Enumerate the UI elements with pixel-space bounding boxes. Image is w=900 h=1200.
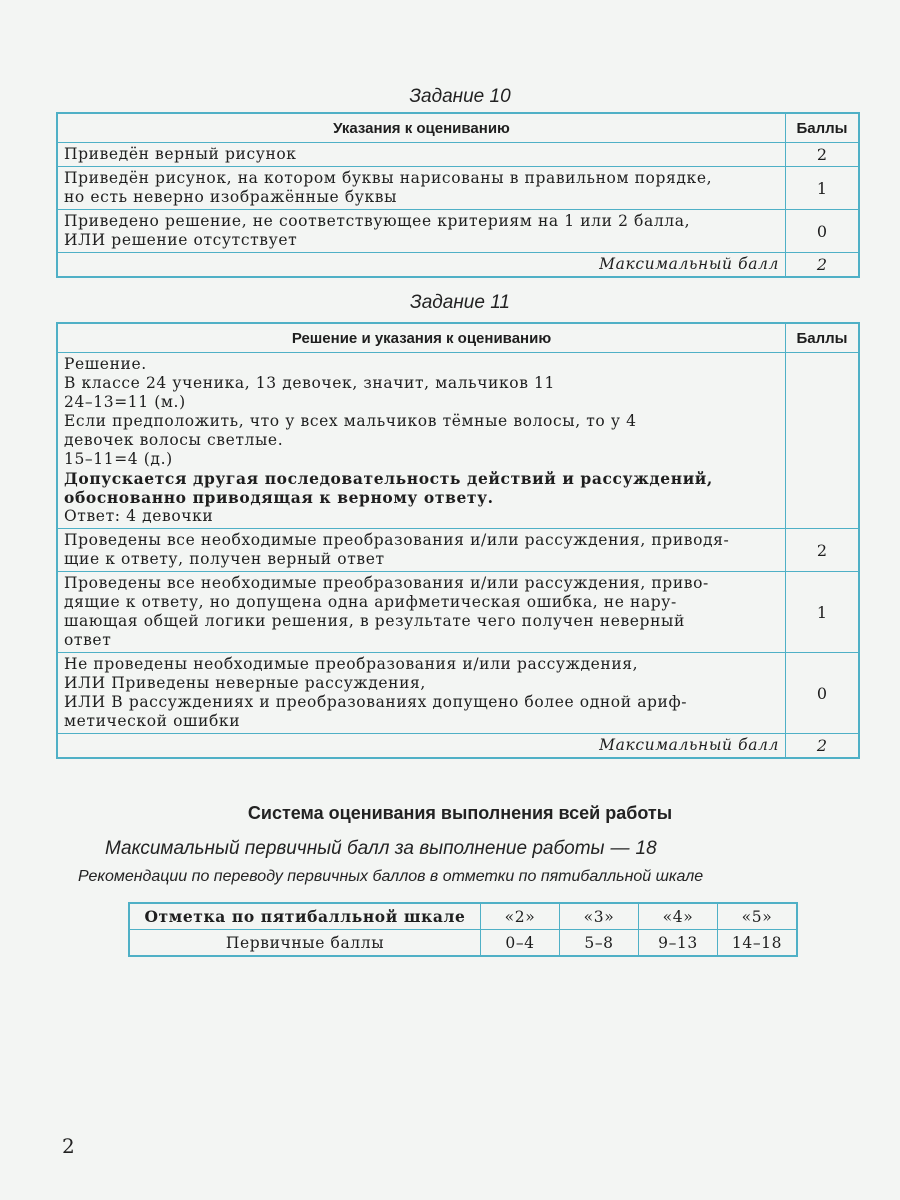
solution-answer: Ответ: 4 девочки: [64, 507, 214, 525]
task10-header-row: [57, 113, 859, 143]
criteria-line: Приведено решение, не соответствующее критериям на 1 или 2 балла,: [64, 212, 691, 230]
solution-line: 24–13=11 (м.): [64, 393, 186, 411]
primary-points-row: [129, 930, 797, 957]
task11-criteria-header: Решение и указания к оцениванию: [57, 323, 786, 353]
task11-max-value: 2: [786, 734, 860, 759]
task11-solution-score-empty: [786, 353, 860, 529]
solution-line: девочек волосы светлые.: [64, 431, 284, 449]
criteria-line: ИЛИ решение отсутствует: [64, 231, 298, 249]
task11-title: Задание 11: [410, 292, 510, 313]
task11-max-label: Максимальный балл: [57, 734, 786, 759]
points-range-cell: 9–13: [639, 930, 718, 957]
task10-row-criteria: [57, 143, 786, 167]
points-range-cell: 5–8: [560, 930, 639, 957]
task10-max-value: 2: [786, 253, 860, 278]
task11-row: [57, 529, 859, 572]
recommendation-text: Рекомендации по переводу первичных баллов в отметки по пятибалльной шкале: [78, 868, 704, 885]
task11-row: [57, 653, 859, 734]
marks-row-label: Отметка по пятибалльной шкале: [129, 903, 481, 930]
task10-row-score: 1: [786, 167, 860, 210]
max-primary-value: 18: [635, 838, 657, 859]
task10-row: [57, 210, 859, 253]
criteria-line: ИЛИ Приведены неверные рассуждения,: [64, 674, 426, 692]
marks-row: [129, 903, 797, 930]
task11-row-criteria: [57, 653, 786, 734]
task10-table: [56, 112, 860, 278]
solution-label: Решение.: [64, 355, 147, 373]
task10-title: Задание 10: [409, 86, 511, 107]
points-range-cell: 14–18: [718, 930, 798, 957]
mark-cell: «5»: [718, 903, 798, 930]
marks-table: [128, 902, 798, 957]
criteria-line: шающая общей логики решения, в результате чего получен неверный: [64, 612, 685, 630]
task10-row-score: 0: [786, 210, 860, 253]
task10-row-criteria: [57, 210, 786, 253]
task11-row-score: 0: [786, 653, 860, 734]
max-primary-score: [105, 838, 805, 860]
mark-cell: «3»: [560, 903, 639, 930]
criteria-line: Проведены все необходимые преобразования и/или рассуждения, приво-: [64, 574, 709, 592]
task11-header-row: [57, 323, 859, 353]
criteria-line: но есть неверно изображённые буквы: [64, 188, 398, 206]
task10-row: [57, 167, 859, 210]
primary-points-label: Первичные баллы: [129, 930, 481, 957]
page-number: 2: [62, 1134, 75, 1158]
solution-line: В классе 24 ученика, 13 девочек, значит, мальчиков 11: [64, 374, 555, 392]
max-primary-dash: —: [610, 838, 630, 859]
criteria-line: метической ошибки: [64, 712, 241, 730]
task10-row-criteria: [57, 167, 786, 210]
task10-row: [57, 143, 859, 167]
task11-row-score: 1: [786, 572, 860, 653]
criteria-line: Проведены все необходимые преобразования и/или рассуждения, приводя-: [64, 531, 730, 549]
task11-solution: [57, 353, 786, 529]
task11-row-score: 2: [786, 529, 860, 572]
task11-row-criteria: [57, 529, 786, 572]
task10-points-header: Баллы: [786, 113, 860, 143]
criteria-line: Не проведены необходимые преобразования и/или рассуждения,: [64, 655, 639, 673]
mark-cell: «4»: [639, 903, 718, 930]
task11-row: [57, 572, 859, 653]
task10-max-row: [57, 253, 859, 278]
criteria-line: щие к ответу, получен верный ответ: [64, 550, 385, 568]
task11-max-row: [57, 734, 859, 759]
task11-points-header: Баллы: [786, 323, 860, 353]
task10-max-label: Максимальный балл: [57, 253, 786, 278]
max-primary-text: Максимальный первичный балл за выполнение работы: [105, 838, 605, 859]
points-range-cell: 0–4: [481, 930, 560, 957]
criteria-line: Приведён рисунок, на котором буквы нарисованы в правильном порядке,: [64, 169, 713, 187]
criteria-line: ответ: [64, 631, 112, 649]
task10-criteria-header: Указания к оцениванию: [57, 113, 786, 143]
task10-row-score: 2: [786, 143, 860, 167]
solution-note: Допускается другая последовательность действий и рассуждений,: [64, 469, 713, 488]
criteria-line: ИЛИ В рассуждениях и преобразованиях допущено более одной ариф-: [64, 693, 688, 711]
system-title: Система оценивания выполнения всей работы: [247, 803, 673, 823]
solution-note: обоснованно приводящая к верному ответу.: [64, 488, 494, 507]
task11-row-criteria: [57, 572, 786, 653]
criteria-line: Приведён верный рисунок: [64, 145, 297, 163]
task11-solution-row: [57, 353, 859, 529]
task11-table: [56, 322, 860, 759]
criteria-line: дящие к ответу, но допущена одна арифметическая ошибка, не нару-: [64, 593, 677, 611]
solution-line: 15–11=4 (д.): [64, 450, 173, 468]
solution-line: Если предположить, что у всех мальчиков тёмные волосы, то у 4: [64, 412, 637, 430]
mark-cell: «2»: [481, 903, 560, 930]
